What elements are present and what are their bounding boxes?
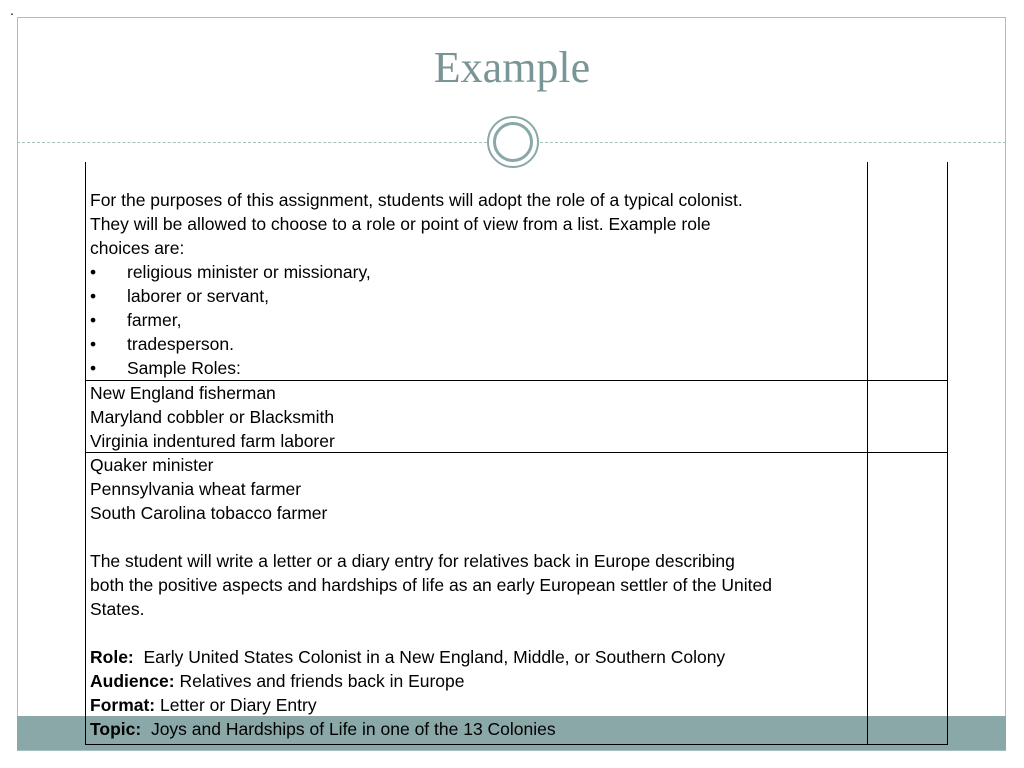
bullet-icon: • (90, 358, 97, 378)
list-item (90, 260, 866, 284)
title-divider-left (17, 142, 487, 143)
list-item-label: tradesperson. (127, 334, 235, 354)
intro-line: choices are: (90, 238, 185, 258)
role-line: Quaker minister (90, 455, 214, 475)
bullet-icon: • (90, 310, 97, 330)
topic-value: Joys and Hardships of Life in one of the 13 Colonies (150, 719, 556, 739)
assignment-table (85, 162, 948, 745)
list-item-label: religious minister or missionary, (127, 262, 371, 282)
topic-label: Topic: (90, 719, 142, 739)
raft-topic (90, 717, 866, 741)
bullet-icon: • (90, 334, 97, 354)
raft-audience (90, 669, 866, 693)
paragraph-line: The student will write a letter or a diary entry for relatives back in Europe describing (90, 551, 735, 571)
intro-line: For the purposes of this assignment, students will adopt the role of a typical colonist. (90, 190, 743, 210)
role-line: Maryland cobbler or Blacksmith (90, 407, 335, 427)
table-row (86, 188, 947, 380)
list-item (90, 308, 866, 332)
table-row (86, 380, 947, 453)
format-value: Letter or Diary Entry (160, 695, 317, 715)
audience-label: Audience: (90, 671, 175, 691)
list-item (90, 284, 866, 308)
format-label: Format: (90, 695, 156, 715)
slide-marker: . (10, 2, 14, 18)
role-line: Virginia indentured farm laborer (90, 431, 335, 451)
list-item-label: farmer, (127, 310, 182, 330)
audience-value: Relatives and friends back in Europe (179, 671, 465, 691)
table-cell (90, 453, 866, 741)
raft-role (90, 645, 866, 669)
title-divider-right (540, 142, 1006, 143)
intro-line: They will be allowed to choose to a role or point of view from a list. Example role (90, 214, 711, 234)
paragraph-line: States. (90, 599, 145, 619)
table-cell (90, 188, 866, 380)
list-item (90, 356, 866, 380)
bullet-icon: • (90, 286, 97, 306)
role-label: Role: (90, 647, 134, 667)
role-line: South Carolina tobacco farmer (90, 503, 328, 523)
bullet-icon: • (90, 262, 97, 282)
list-item-label: laborer or servant, (127, 286, 270, 306)
role-line: New England fisherman (90, 383, 276, 403)
role-line: Pennsylvania wheat farmer (90, 479, 302, 499)
slide-title: Example (433, 43, 591, 92)
raft-format (90, 693, 866, 717)
list-item-label: Sample Roles: (127, 358, 241, 378)
table-cell (90, 381, 866, 453)
table-row (86, 452, 947, 746)
paragraph-line: both the positive aspects and hardships of life as an early European settler of the United (90, 575, 772, 595)
list-item (90, 332, 866, 356)
role-value: Early United States Colonist in a New England, Middle, or Southern Colony (143, 647, 726, 667)
circle-ornament-icon (487, 116, 539, 168)
